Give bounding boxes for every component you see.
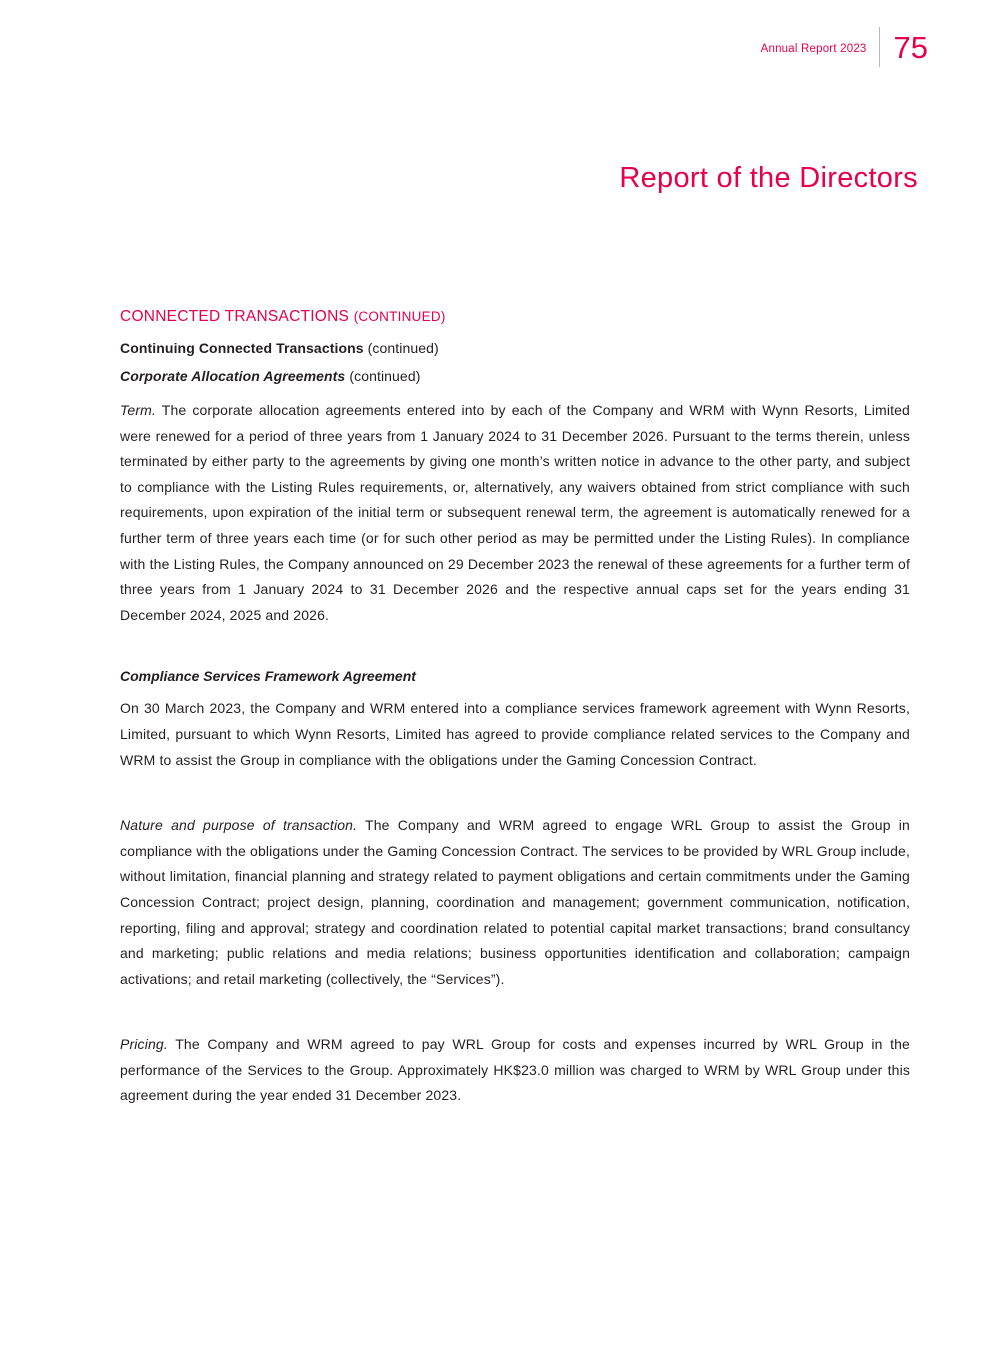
pricing-label: Pricing. <box>120 1036 168 1053</box>
section-heading-continued: (CONTINUED) <box>353 309 446 324</box>
paragraph-spacer <box>120 652 910 668</box>
paragraph-compliance: On 30 March 2023, the Company and WRM entered into a compliance services framework agreement with Wynn Resorts, Limited, pursuant to which Wynn Resorts, Limited has agreed to provide compliance related services to the Company and WRM to assist the Group in compliance with the obligations under the Gaming Concession Contract. <box>120 700 910 768</box>
section-heading <box>120 308 910 326</box>
sub-sub-heading <box>120 368 910 384</box>
sub-sub-heading-text: Corporate Allocation Agreements <box>120 368 346 384</box>
page-title: Report of the Directors <box>619 162 918 194</box>
paragraph-nature <box>120 813 910 992</box>
page-number: 75 <box>893 29 928 65</box>
document-body <box>120 308 910 1109</box>
paragraph-spacer-3 <box>120 1016 910 1032</box>
annual-report-label: Annual Report 2023 <box>760 43 867 56</box>
term-label: Term. <box>120 402 157 418</box>
paragraph-spacer-2 <box>120 797 910 813</box>
nature-label: Nature and purpose of transaction. <box>120 817 358 834</box>
sub-heading <box>120 340 910 356</box>
sub-sub-heading-continued: (continued) <box>349 368 421 384</box>
pricing-body: The Company and WRM agreed to pay WRL Group for costs and expenses incurred by WRL Group in the performance of the Services to the Group. Approximately HK$23.0 million was charged to WRM by WRL Group under this agreement during the year ended 31 December 2023. <box>120 1036 910 1104</box>
page-header <box>761 26 928 68</box>
nature-body: The Company and WRM agreed to engage WRL Group to assist the Group in compliance with the obligations under the Gaming Concession Contract. The services to be provided by WRL Group include, without limitation, financial planning and strategy related to payment obligations and certain commitments under the Gaming Concession Contract; project design, planning, coordination and management; government communication, notification, reporting, filing and approval; strategy and coordination related to potential capital market transactions; brand consultancy and marketing; public relations and media relations; business opportunities identification and collaboration; campaign activations; and retail marketing (collectively, the “Services”). <box>120 817 910 987</box>
term-body: The corporate allocation agreements entered into by each of the Company and WRM with Wynn Resorts, Limited were renewed for a period of three years from 1 January 2024 to 31 December 2026. Pursuant to the terms therein, unless terminated by either party to the agreements by giving one month’s written notice in advance to the other party, and subject to compliance with the Listing Rules requirements, or, alternatively, any waivers obtained from strict compliance with such requirements, upon expiration of the initial term or subsequent renewal term, the agreement is automatically renewed for a further term of three years each time (or for such other period as may be permitted under the Listing Rules). In compliance with the Listing Rules, the Company announced on 29 December 2023 the renewal of these agreements for a further term of three years from 1 January 2024 to 31 December 2026 and the respective annual caps set for the years ending 31 December 2024, 2025 and 2026. <box>120 402 910 623</box>
compliance-services-heading: Compliance Services Framework Agreement <box>120 668 416 685</box>
sub-heading-text: Continuing Connected Transactions <box>120 340 364 356</box>
sub-heading-continued: (continued) <box>367 340 439 356</box>
section-heading-main: CONNECTED TRANSACTIONS <box>120 308 350 325</box>
paragraph-term <box>120 398 910 628</box>
paragraph-pricing <box>120 1032 910 1109</box>
